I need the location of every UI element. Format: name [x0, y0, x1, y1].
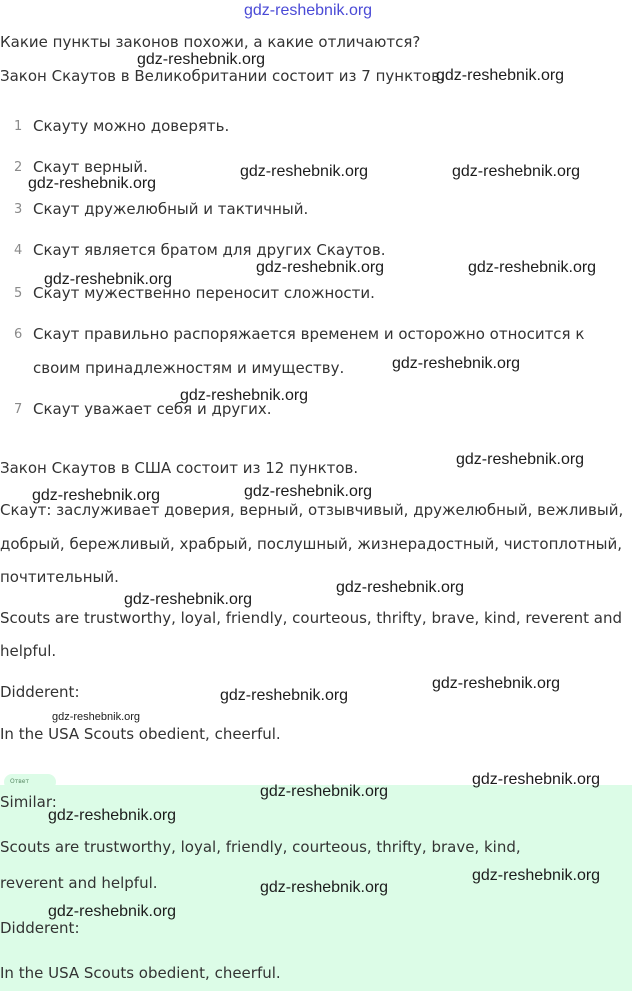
list-item: Скаут мужественно переносит сложности. — [33, 284, 375, 302]
watermark-text: gdz-reshebnik.org — [52, 711, 141, 723]
watermark-text: gdz-reshebnik.org — [260, 879, 389, 896]
list-item: Скаут верный. — [33, 158, 148, 176]
answer-different-label: Didderent: — [0, 919, 80, 937]
watermark-text: gdz-reshebnik.org — [432, 675, 561, 692]
list-item: Скауту можно доверять. — [33, 117, 230, 135]
watermark-text: gdz-reshebnik.org — [456, 451, 585, 468]
answer-different-text: In the USA Scouts obedient, cheerful. — [0, 964, 281, 982]
list-number: 2 — [14, 160, 23, 175]
watermark-text: gdz-reshebnik.org — [48, 903, 177, 920]
list-number: 6 — [14, 327, 23, 342]
different-label: Didderent: — [0, 683, 80, 701]
list-number: 7 — [14, 402, 23, 417]
question-text: Какие пункты законов похожи, а какие отличаются? — [0, 33, 421, 51]
answer-similar-label: Similar: — [0, 793, 57, 811]
similar-text: Scouts are trustworthy, loyal, friendly, courteous, thrifty, brave, kind, reverent and — [0, 609, 623, 627]
watermark-text: gdz-reshebnik.org — [28, 175, 157, 192]
watermark-text: gdz-reshebnik.org — [256, 259, 385, 276]
usa-law-line: добрый, бережливый, храбрый, послушный, жизнерадостный, чистоплотный, — [0, 535, 623, 553]
site-watermark: gdz-reshebnik.org — [244, 2, 373, 19]
uk-law-intro: Закон Скаутов в Великобритании состоит из 7 пунктов. — [0, 67, 445, 85]
watermark-text: gdz-reshebnik.org — [124, 591, 253, 608]
list-item-continuation: своим принадлежностям и имуществу. — [33, 359, 345, 377]
list-number: 1 — [14, 119, 23, 134]
watermark-text: gdz-reshebnik.org — [468, 259, 597, 276]
watermark-text: gdz-reshebnik.org — [137, 51, 266, 68]
watermark-text: gdz-reshebnik.org — [336, 579, 465, 596]
watermark-text: gdz-reshebnik.org — [392, 355, 521, 372]
list-number: 5 — [14, 286, 23, 301]
watermark-text: gdz-reshebnik.org — [436, 67, 565, 84]
list-number: 3 — [14, 202, 23, 217]
watermark-text: gdz-reshebnik.org — [452, 163, 581, 180]
list-item: Скаут правильно распоряжается временем и осторожно относится к — [33, 325, 585, 343]
watermark-text: gdz-reshebnik.org — [472, 771, 601, 788]
answer-similar-text: Scouts are trustworthy, loyal, friendly, courteous, thrifty, brave, kind, — [0, 838, 521, 856]
watermark-text: gdz-reshebnik.org — [220, 687, 349, 704]
list-item: Скаут уважает себя и других. — [33, 400, 272, 418]
watermark-text: gdz-reshebnik.org — [472, 867, 601, 884]
watermark-text: gdz-reshebnik.org — [180, 387, 309, 404]
answer-badge: Ответ — [4, 774, 56, 790]
watermark-text: gdz-reshebnik.org — [244, 483, 373, 500]
usa-law-line: почтительный. — [0, 568, 119, 586]
answer-similar-text: reverent and helpful. — [0, 874, 158, 892]
usa-law-line: Скаут: заслуживает доверия, верный, отзывчивый, дружелюбный, вежливый, — [0, 501, 624, 519]
watermark-text: gdz-reshebnik.org — [260, 783, 389, 800]
different-text: In the USA Scouts obedient, cheerful. — [0, 725, 281, 743]
watermark-text: gdz-reshebnik.org — [48, 807, 177, 824]
watermark-text: gdz-reshebnik.org — [240, 163, 369, 180]
list-item: Скаут дружелюбный и тактичный. — [33, 200, 309, 218]
watermark-text: gdz-reshebnik.org — [44, 271, 173, 288]
usa-law-intro: Закон Скаутов в США состоит из 12 пунктов. — [0, 459, 359, 477]
similar-text: helpful. — [0, 642, 57, 660]
watermark-text: gdz-reshebnik.org — [32, 487, 161, 504]
list-number: 4 — [14, 243, 23, 258]
list-item: Скаут является братом для других Скаутов. — [33, 241, 386, 259]
